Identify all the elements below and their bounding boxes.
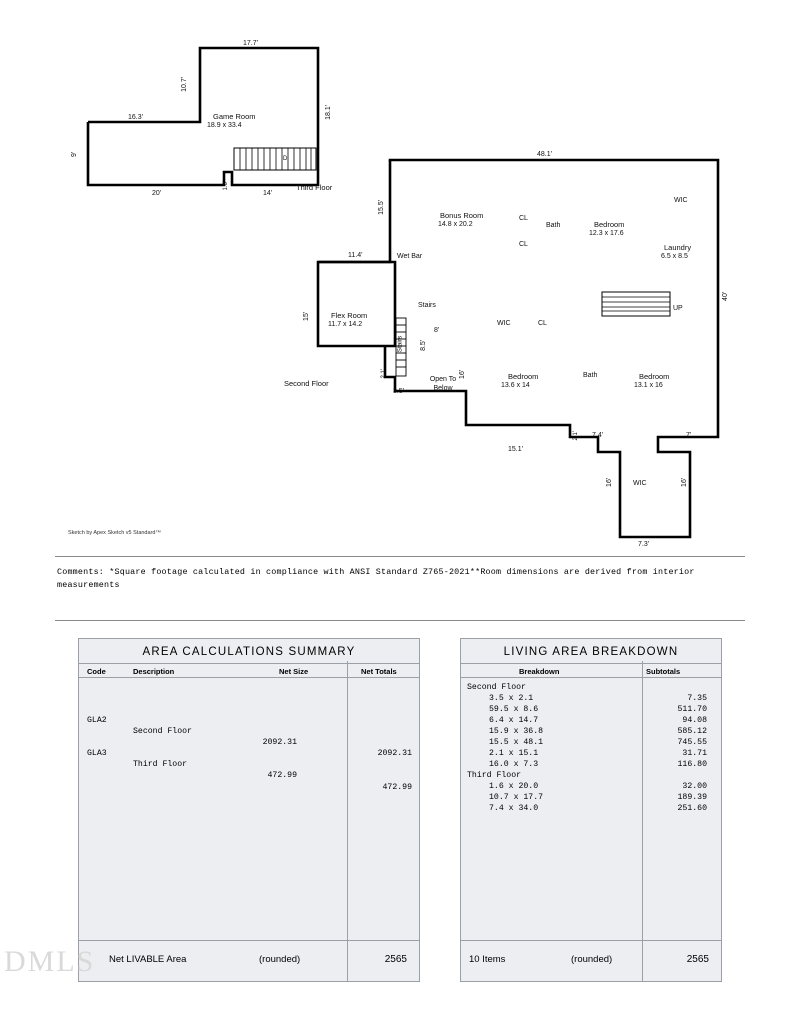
room-name: Bedroom <box>639 372 670 381</box>
line-calc: 7.4 x 34.0 <box>489 804 539 813</box>
comments-label: Comments: <box>57 567 105 577</box>
stairs-direction-label: D <box>283 156 288 162</box>
line-subtotal: 745.55 <box>677 738 707 747</box>
line-calc: 3.5 x 2.1 <box>489 694 534 703</box>
line-calc: 15.5 x 48.1 <box>489 738 544 747</box>
line-calc: 15.9 x 36.8 <box>489 727 544 736</box>
header-net-size: Net Size <box>279 667 309 676</box>
room-label-cl: CL <box>519 215 528 222</box>
area-calculations-summary-panel <box>78 638 420 982</box>
net-livable-area-total: 2565 <box>384 954 407 965</box>
breakdown-line <box>461 782 721 793</box>
breakdown-line <box>461 727 721 738</box>
rounded-note: (rounded) <box>571 954 613 965</box>
header-code: Code <box>87 667 106 676</box>
dimension-label: 15.5' <box>378 199 386 215</box>
breakdown-group-label <box>461 771 721 782</box>
room-name: Bedroom <box>594 220 625 229</box>
room-dimensions: 13.6 x 14 <box>501 382 530 389</box>
room-dimensions: 13.1 x 16 <box>634 382 663 389</box>
dimension-label: 16' <box>681 477 689 487</box>
net-livable-area-label: Net LIVABLE Area <box>109 954 187 965</box>
watermark: DMLS <box>4 945 96 978</box>
area-summary-footer <box>79 940 419 981</box>
dimension-label: 7.3' <box>638 541 650 548</box>
dimension-label: 15' <box>303 311 311 321</box>
dimension-label: 18.1' <box>325 104 333 120</box>
dimension-label: 14' <box>263 190 273 197</box>
dimension-label: 40' <box>722 291 730 301</box>
room-name: Laundry <box>664 243 692 252</box>
line-calc: 6.4 x 14.7 <box>489 716 539 725</box>
dimension-label: 9' <box>71 151 79 157</box>
room-label-up: UP <box>673 305 683 312</box>
line-subtotal: 116.80 <box>677 760 707 769</box>
divider-bottom <box>55 620 745 621</box>
breakdown-line <box>461 793 721 804</box>
dimension-label: 2.1' <box>381 369 387 379</box>
line-subtotal: 189.39 <box>677 793 707 802</box>
line-calc: 16.0 x 7.3 <box>489 760 539 769</box>
room-label-wic: WIC <box>633 480 647 487</box>
cell-net-totals: 2092.31 <box>377 749 412 759</box>
line-calc: 59.5 x 8.6 <box>489 705 539 714</box>
cell-net-size: 472.99 <box>267 771 297 781</box>
dimension-label: 48.1' <box>537 151 552 158</box>
area-summary-rows <box>79 678 419 936</box>
rounded-note: (rounded) <box>259 954 301 965</box>
breakdown-line <box>461 804 721 815</box>
breakdown-line <box>461 716 721 727</box>
cell-code: GLA3 <box>87 749 107 759</box>
breakdown-group-label <box>461 683 721 694</box>
cell-net-totals: 472.99 <box>382 782 412 792</box>
room-label-cl: CL <box>519 241 528 248</box>
line-subtotal: 7.35 <box>687 694 707 703</box>
comments-text: *Square footage calculated in compliance with ANSI Standard Z765-2021**Room dimensions are derived from interior measurements <box>57 567 695 590</box>
dimension-label: 16' <box>459 369 467 379</box>
line-calc: 2.1 x 15.1 <box>489 749 539 758</box>
items-count-label: 10 Items <box>469 954 506 965</box>
dimension-label: 3.5' <box>393 388 405 395</box>
room-label-open-to-below: Open To Below <box>429 376 457 392</box>
room-label-cl: CL <box>538 320 547 327</box>
room-name: Game Room <box>213 112 256 121</box>
room-dimensions: 6.5 x 8.5 <box>661 253 688 260</box>
breakdown-line <box>461 705 721 716</box>
line-calc: 10.7 x 17.7 <box>489 793 544 802</box>
divider-top <box>55 556 745 557</box>
area-summary-header-row <box>79 663 419 678</box>
room-label-wet-bar: Wet Bar <box>397 253 423 260</box>
room-dimensions: 12.3 x 17.6 <box>589 230 624 237</box>
dimension-label: 7' <box>686 432 692 439</box>
room-name: Bedroom <box>508 372 539 381</box>
line-subtotal: 32.00 <box>682 782 707 791</box>
dimension-label: 16.3' <box>128 114 143 121</box>
header-description: Description <box>133 667 175 676</box>
header-net-totals: Net Totals <box>361 667 397 676</box>
room-dimensions: 18.9 x 33.4 <box>207 122 242 129</box>
cell-net-size: 2092.31 <box>262 738 297 748</box>
dimension-label: 15.1' <box>508 446 523 453</box>
floor-label-third: Third Floor <box>296 183 333 192</box>
dimension-label: 7.4' <box>592 432 604 439</box>
header-subtotals: Subtotals <box>646 667 681 676</box>
line-calc: 1.6 x 20.0 <box>489 782 539 791</box>
room-label-bath: Bath <box>583 372 598 379</box>
room-label-bath: Bath <box>546 222 561 229</box>
breakdown-line <box>461 760 721 771</box>
line-subtotal: 585.12 <box>677 727 707 736</box>
room-name: Bonus Room <box>440 211 484 220</box>
dimension-label: 8' <box>434 327 440 334</box>
header-breakdown: Breakdown <box>519 667 560 676</box>
cell-code: GLA2 <box>87 716 107 726</box>
dimension-label: 8.5' <box>420 339 428 351</box>
floor-label-second: Second Floor <box>284 379 329 388</box>
breakdown-total: 2565 <box>686 954 709 965</box>
cell-description: Second Floor <box>133 727 192 737</box>
room-label-stairs: Stairs <box>396 335 404 353</box>
line-subtotal: 94.08 <box>682 716 707 725</box>
room-label-stairs: Stairs <box>418 302 436 309</box>
room-name: Flex Room <box>331 311 368 320</box>
dimension-label: 1.6' <box>223 181 229 191</box>
group-name: Third Floor <box>467 771 522 780</box>
sketch-credit: Sketch by Apex Sketch v5 Standard™ <box>68 530 161 536</box>
breakdown-header-row <box>461 663 721 678</box>
line-subtotal: 31.71 <box>682 749 707 758</box>
dimension-label: 11.4' <box>348 252 363 259</box>
breakdown-line <box>461 694 721 705</box>
dimension-label: 16' <box>606 477 614 487</box>
line-subtotal: 251.60 <box>677 804 707 813</box>
breakdown-line <box>461 749 721 760</box>
line-subtotal: 511.70 <box>677 705 707 714</box>
room-label-wic: WIC <box>497 320 511 327</box>
area-summary-title: AREA CALCULATIONS SUMMARY <box>142 646 356 658</box>
room-label-wic: WIC <box>674 197 688 204</box>
breakdown-rows <box>461 678 721 941</box>
room-dimensions: 11.7 x 14.2 <box>328 321 363 328</box>
comments-block <box>57 566 747 591</box>
living-area-breakdown-panel <box>460 638 722 982</box>
room-dimensions: 14.8 x 20.2 <box>438 221 473 228</box>
breakdown-line <box>461 738 721 749</box>
cell-description: Third Floor <box>133 760 188 770</box>
dimension-label: 2.1' <box>573 431 579 441</box>
dimension-label: 20' <box>152 190 162 197</box>
dimension-label: 10.7' <box>181 76 189 92</box>
breakdown-title: LIVING AREA BREAKDOWN <box>503 646 679 658</box>
breakdown-footer <box>461 940 721 981</box>
dimension-label: 17.7' <box>243 40 258 47</box>
group-name: Second Floor <box>467 683 526 692</box>
